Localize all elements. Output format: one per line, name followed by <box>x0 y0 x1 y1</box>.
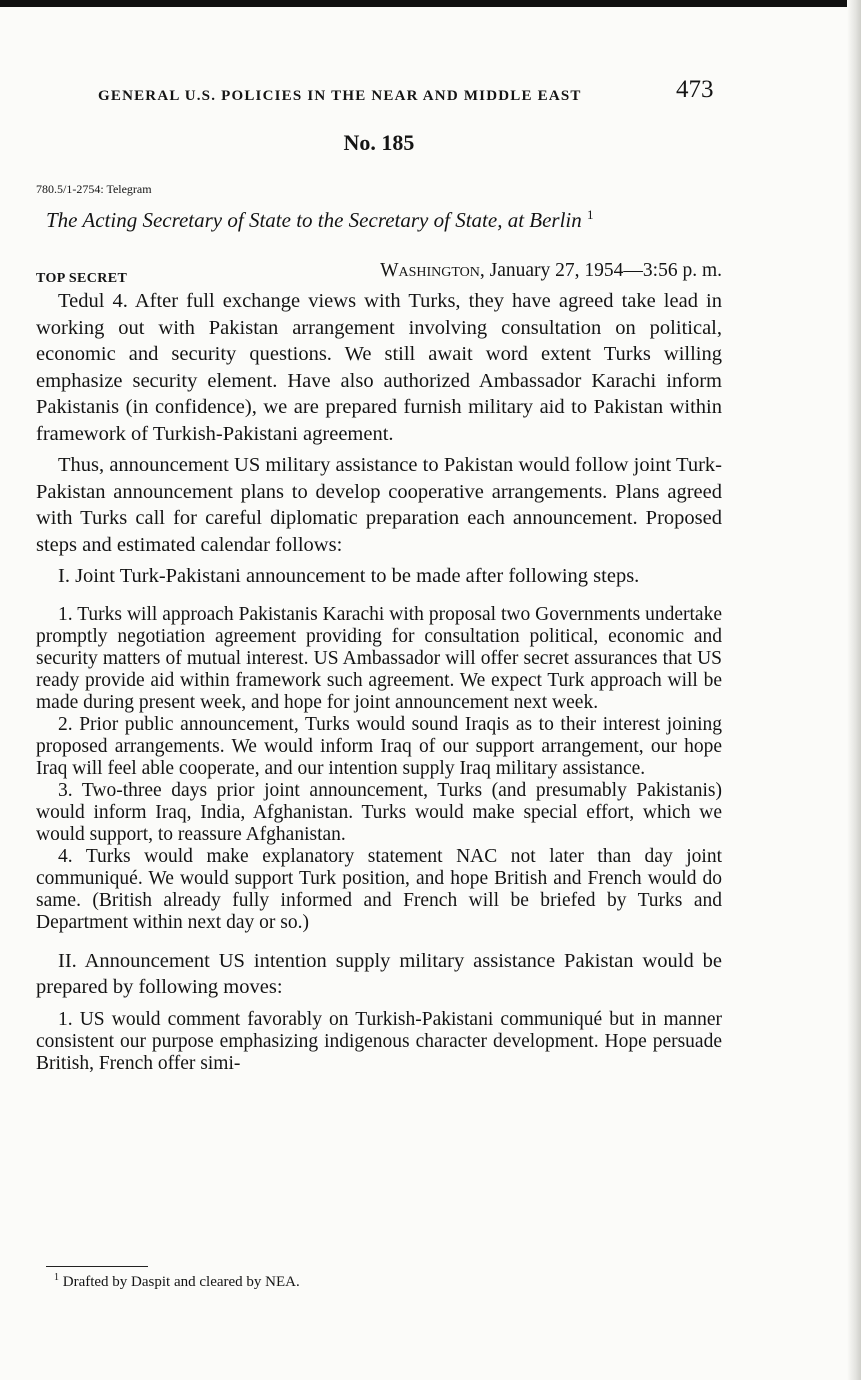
page-edge-shadow <box>847 0 861 1380</box>
intro-paragraphs <box>36 288 722 590</box>
classification-line <box>36 260 722 286</box>
section-two <box>36 948 722 1001</box>
dateline <box>380 260 722 282</box>
step-item: 1. US would comment favorably on Turkish-Pakistani communiqué but in manner consistent our purpose emphasizing indigenous character development. Hope persuade British, French offer simi- <box>36 1008 722 1074</box>
title-footnote-ref: 1 <box>587 207 594 222</box>
footnote-text: Drafted by Daspit and cleared by NEA. <box>62 1274 300 1290</box>
step-item: 2. Prior public announcement, Turks would sound Iraqis as to their interest joining proposed arrangements. We would inform Iraq of our support arrangement, our hope Iraq will feel able cooperate, and our intention supply Iraq military assistance. <box>36 713 722 779</box>
document-number: No. 185 <box>343 130 415 155</box>
paragraph: Tedul 4. After full exchange views with Turks, they have agreed take lead in working out with Pakistan arrangement involving consultation on political, economic and security questions. We still await word extent Turks willing emphasize security element. Have also authorized Ambassador Karachi inform Pakistanis (in confidence), we are prepared furnish military aid to Pakistan within framework of Turkish-Pakistani agreement. <box>36 290 722 445</box>
step-item: 1. Turks will approach Pakistanis Karachi with proposal two Governments undertake promptly negotiation agreement providing for consultation political, economic and security matters of mutual interest. US Ambassador will offer secret assurances that US ready provide aid within framework such agreement. We expect Turk approach will be made during present week, and hope for joint announcement next week. <box>36 603 722 713</box>
classification: TOP SECRET <box>36 271 128 286</box>
top-border <box>0 0 861 7</box>
section-two-steps <box>36 1009 722 1075</box>
running-head: GENERAL U.S. POLICIES IN THE NEAR AND MIDDLE EAST <box>98 88 582 104</box>
dateline-place: Washington, <box>380 260 485 281</box>
section-one-steps <box>36 604 722 934</box>
telegram-body <box>36 288 722 1075</box>
paragraph: I. Joint Turk-Pakistani announcement to be made after following steps. <box>58 565 640 587</box>
step-item: 3. Two-three days prior joint announcement, Turks (and presumably Pakistanis) would inform Iraq, India, Afghanistan. Turks would make special effort, which we would support, to reassure Afghanistan. <box>36 779 722 845</box>
page-number: 473 <box>676 76 714 103</box>
footnote-number: 1 <box>54 1272 59 1283</box>
step-item: 4. Turks would make explanatory statement NAC not later than day joint communiqué. We would support Turk position, and hope British and French would do same. (British already fully informed and French will be briefed by Turks and Department within next day or so.) <box>36 845 722 933</box>
paragraph: Thus, announcement US military assistance to Pakistan would follow joint Turk-Pakistan announcement plans to develop cooperative arrangements. Plans agreed with Turks call for careful diplomatic preparation each announcement. Proposed steps and estimated calendar follows: <box>36 454 722 556</box>
dateline-date: January 27, 1954—3:56 p. m. <box>489 260 722 281</box>
footnote <box>54 1274 300 1291</box>
section-two-heading: II. Announcement US intention supply military assistance Pakistan would be prepared by following moves: <box>36 949 722 998</box>
footnote-rule <box>46 1266 148 1267</box>
title-text: The Acting Secretary of State to the Secretary of State, at Berlin <box>46 208 582 232</box>
source-note: 780.5/1-2754: Telegram <box>36 182 152 196</box>
document-title <box>46 208 594 233</box>
